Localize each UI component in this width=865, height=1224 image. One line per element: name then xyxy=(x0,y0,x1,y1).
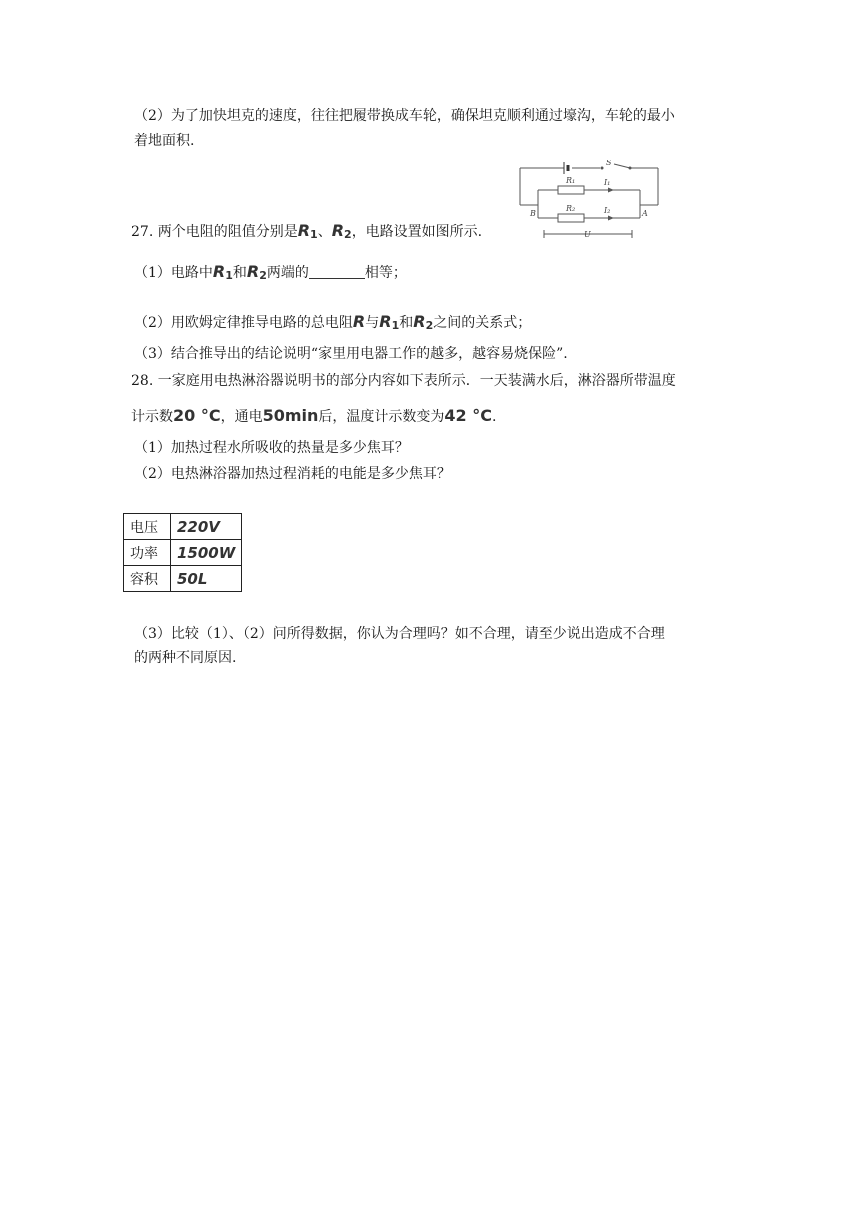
current-i2-arrow xyxy=(608,216,614,221)
resistor-r1-symbol xyxy=(558,186,584,194)
q27-part1-r2: R2 xyxy=(246,262,267,282)
q28-part2: （2）电热淋浴器加热过程消耗的电能是多少焦耳？ xyxy=(134,466,451,482)
q28-part1: （1）加热过程水所吸收的热量是多少焦耳？ xyxy=(134,440,409,456)
r2-label: R₂ xyxy=(566,204,576,213)
spec-label: 容积 xyxy=(124,566,171,592)
q27-r1-symbol: R1 xyxy=(297,221,318,241)
spec-label: 电压 xyxy=(124,514,171,540)
table-row xyxy=(124,514,242,540)
spec-label: 功率 xyxy=(124,540,171,566)
spec-value: 50L xyxy=(171,566,242,592)
q27-part2: （2）用欧姆定律推导电路的总电阻R与R1和R2之间的关系式； xyxy=(134,312,532,332)
i1-label: I₁ xyxy=(604,178,611,187)
q28-time: 50min xyxy=(262,406,319,425)
switch-contact-right xyxy=(629,167,632,170)
q27-part2-r1: R1 xyxy=(379,312,400,332)
switch-label: S xyxy=(606,160,612,167)
q27-r2-symbol: R2 xyxy=(331,221,352,241)
voltage-label: U xyxy=(584,230,591,239)
current-i1-arrow xyxy=(608,188,614,193)
q28-part3-line2: 的两种不同原因. xyxy=(134,650,237,666)
q27-intro xyxy=(131,221,482,245)
i2-label: I₂ xyxy=(604,206,611,215)
q26-part2-line1: （2）为了加快坦克的速度，往往把履带换成车轮，确保坦克顺利通过壕沟，车轮的最小 xyxy=(134,108,675,124)
q28-part3-line1: （3）比较（1）、（2）问所得数据，你认为合理吗？如不合理，请至少说出造成不合理 xyxy=(134,626,665,642)
q28-temp-final: 42 °C xyxy=(444,406,492,425)
resistor-r2-symbol xyxy=(558,214,584,222)
switch-contact-left xyxy=(601,167,604,170)
node-b-label: B xyxy=(530,209,536,218)
node-a-label: A xyxy=(642,209,648,218)
q28-temp-initial: 20 °C xyxy=(173,406,221,425)
table-row xyxy=(124,566,242,592)
q27-part2-r2: R2 xyxy=(413,312,434,332)
spec-value: 220V xyxy=(171,514,242,540)
q27-separator: 、 xyxy=(317,224,332,240)
q27-intro-end: ，电路设置如图所示. xyxy=(351,224,483,240)
q28-line1: 28. 一家庭用电热淋浴器说明书的部分内容如下表所示．一天装满水后，淋浴器所带温度 xyxy=(131,373,676,389)
answer-blank xyxy=(309,264,365,279)
q27-part1-r1: R1 xyxy=(212,262,233,282)
circuit-diagram xyxy=(514,160,662,240)
q26-part2-line2: 着地面积. xyxy=(134,133,195,149)
table-row xyxy=(124,540,242,566)
q27-intro-text: 27. 两个电阻的阻值分别是 xyxy=(131,224,298,240)
spec-value: 1500W xyxy=(171,540,242,566)
r1-label: R₁ xyxy=(566,176,576,185)
q27-part2-r: R xyxy=(352,312,366,331)
q27-part3: （3）结合推导出的结论说明“家里用电器工作的越多，越容易烧保险”. xyxy=(134,346,568,362)
spec-table xyxy=(123,513,242,592)
q28-line2: 计示数20 °C，通电50min后，温度计示数变为42 °C. xyxy=(131,406,497,425)
q27-part1: （1）电路中R1和R2两端的 相等； xyxy=(134,262,407,282)
